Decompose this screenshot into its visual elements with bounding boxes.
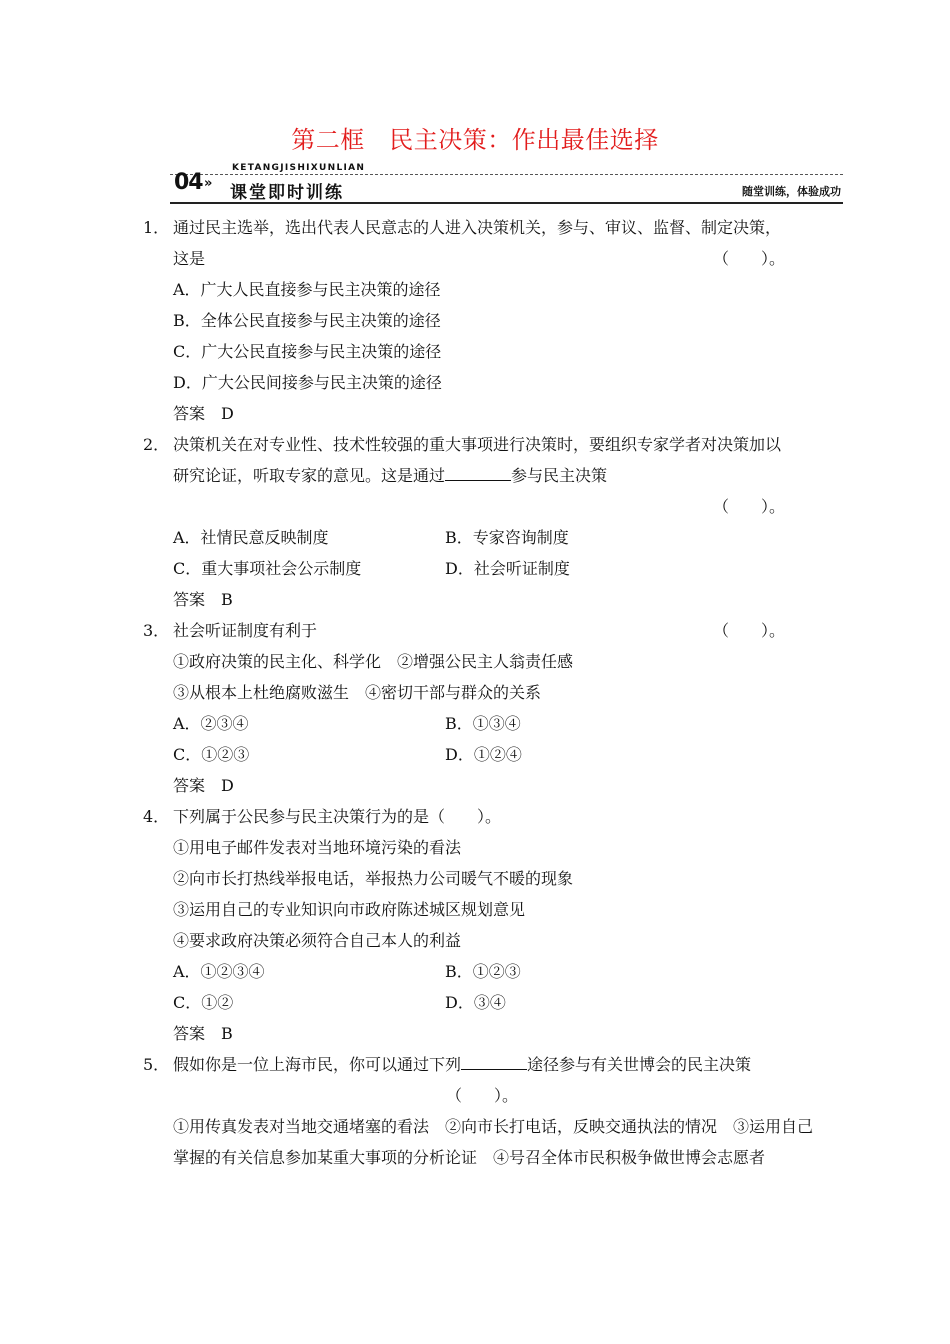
answer-key: 答案 B — [173, 590, 233, 609]
exercise-list — [143, 212, 833, 1173]
question-stem-cont: 这是 — [173, 249, 206, 268]
banner-pinyin: KETANGJISHIXUNLIAN — [232, 163, 366, 173]
question-3 — [143, 615, 833, 801]
statement-line: ②向市长打热线举报电话，举报热力公司暖气不暖的现象 — [173, 869, 574, 888]
option-a: A．社情民意反映制度 — [173, 528, 329, 547]
option-b: B．①②③ — [445, 962, 521, 981]
answer-key: 答案 D — [173, 404, 234, 423]
question-number: 4． — [143, 807, 170, 826]
option-c: C．①②③ — [173, 745, 250, 764]
question-4 — [143, 801, 833, 1049]
page-title: 第二框 民主决策：作出最佳选择 — [291, 126, 659, 154]
question-number: 1． — [143, 218, 170, 237]
fill-blank — [461, 1051, 527, 1070]
option-b: B．全体公民直接参与民主决策的途径 — [173, 311, 441, 330]
option-c: C．广大公民直接参与民主决策的途径 — [173, 342, 442, 361]
question-number: 3． — [143, 621, 170, 640]
banner-slogan: 随堂训练，体验成功 — [742, 185, 841, 198]
option-a: A．①②③④ — [173, 962, 265, 981]
question-number: 2． — [143, 435, 170, 454]
option-d: D．③④ — [445, 993, 506, 1012]
statement-line: ①政府决策的民主化、科学化 ②增强公民主人翁责任感 — [173, 652, 574, 671]
question-stem: 决策机关在对专业性、技术性较强的重大事项进行决策时，要组织专家学者对决策加以 — [173, 435, 782, 454]
option-b: B．①③④ — [445, 714, 521, 733]
question-number: 5． — [143, 1055, 170, 1074]
question-stem-tail: 途径参与有关世博会的民主决策 — [527, 1055, 752, 1074]
option-d: D．广大公民间接参与民主决策的途径 — [173, 373, 442, 392]
option-a: A．广大人民直接参与民主决策的途径 — [173, 280, 441, 299]
banner-badge: 04 — [174, 170, 203, 195]
question-5 — [143, 1049, 833, 1173]
option-d: D．社会听证制度 — [445, 559, 570, 578]
fill-blank — [445, 462, 511, 481]
question-2 — [143, 429, 833, 615]
question-stem-tail: 参与民主决策 — [511, 466, 608, 485]
question-stem-cont: 研究论证，听取专家的意见。这是通过 — [173, 466, 446, 485]
option-c: C．①② — [173, 993, 234, 1012]
double-chevron-icon: » — [204, 176, 213, 191]
option-d: D．①②④ — [445, 745, 522, 764]
banner-solid-rule — [170, 202, 843, 204]
answer-key: 答案 D — [173, 776, 234, 795]
statement-line: ③从根本上杜绝腐败滋生 ④密切干部与群众的关系 — [173, 683, 542, 702]
answer-key: 答案 B — [173, 1024, 233, 1043]
option-a: A．②③④ — [173, 714, 249, 733]
statement-line: ①用电子邮件发表对当地环境污染的看法 — [173, 838, 462, 857]
question-stem: 假如你是一位上海市民，你可以通过下列 — [173, 1055, 462, 1074]
section-banner — [170, 163, 843, 204]
answer-bracket: （ ）。 — [712, 621, 785, 640]
option-c: C．重大事项社会公示制度 — [173, 559, 362, 578]
banner-dashed-rule — [170, 174, 843, 175]
question-stem: 通过民主选举，选出代表人民意志的人进入决策机关，参与、审议、监督、制定决策， — [173, 218, 782, 237]
question-stem: 下列属于公民参与民主决策行为的是（ ）。 — [173, 807, 502, 826]
answer-bracket: （ ）。 — [712, 497, 785, 516]
answer-bracket: （ ）。 — [446, 1086, 519, 1105]
statement-paragraph: ①用传真发表对当地交通堵塞的看法 ②向市长打电话，反映交通执法的情况 ③运用自己掌握的有关信息参加某重大事项的分析论证 ④号召全体市民积极争做世博会志愿者 — [173, 1117, 814, 1167]
statement-line: ③运用自己的专业知识向市政府陈述城区规划意见 — [173, 900, 526, 919]
option-b: B．专家咨询制度 — [445, 528, 569, 547]
answer-bracket: （ ）。 — [712, 249, 785, 268]
question-1 — [143, 212, 833, 429]
statement-line: ④要求政府决策必须符合自己本人的利益 — [173, 931, 462, 950]
banner-label: 课堂即时训练 — [230, 183, 344, 203]
question-stem: 社会听证制度有利于 — [173, 621, 318, 640]
